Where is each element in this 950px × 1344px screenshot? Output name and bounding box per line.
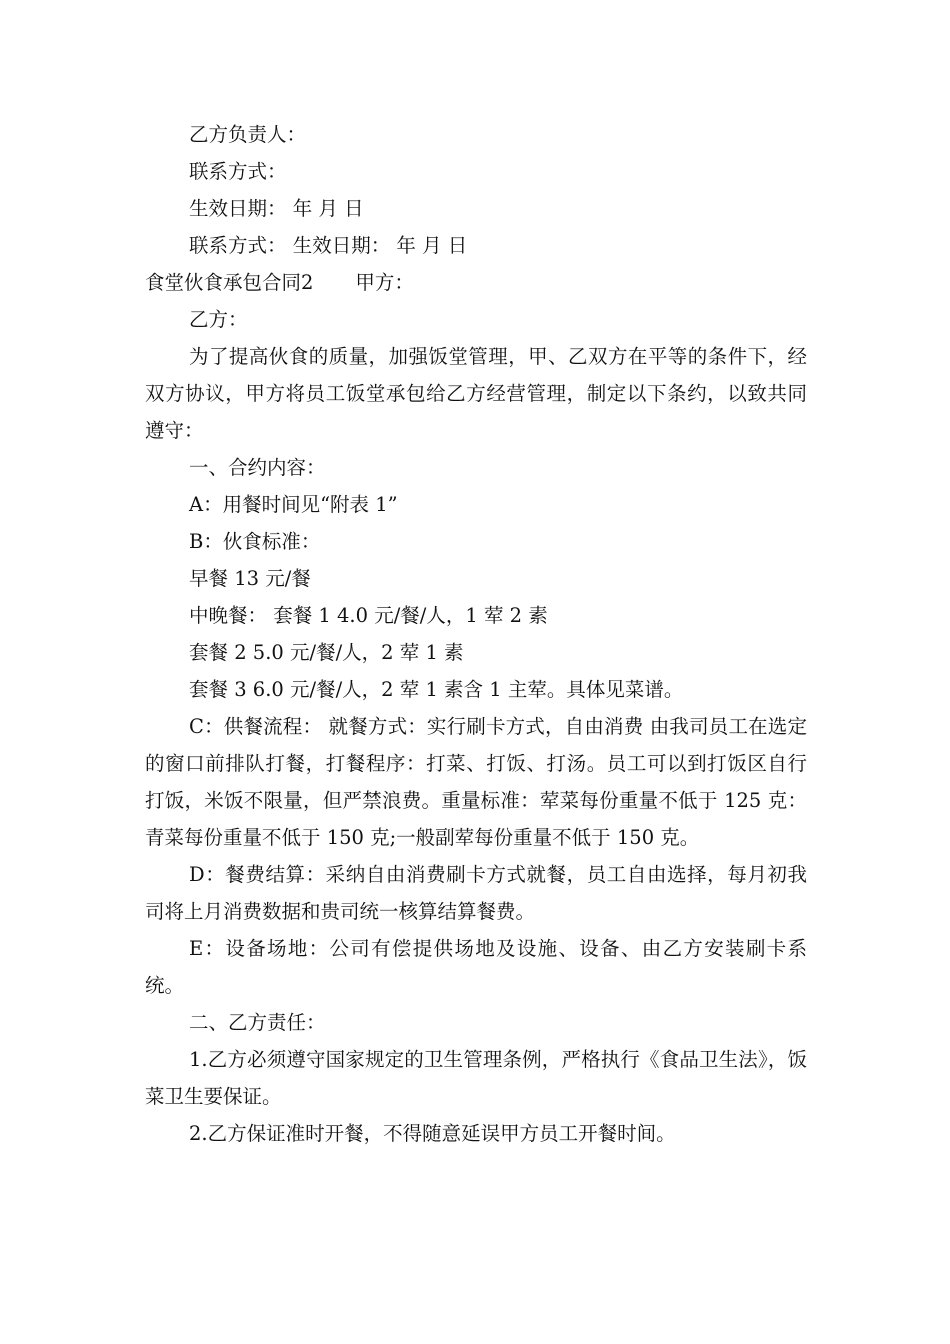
party-b-label: 乙方： <box>189 308 248 331</box>
set-2: 套餐 2 5.0 元/餐/人，2 荤 1 素 <box>189 641 464 664</box>
title-spacer <box>313 264 355 301</box>
effective-date-line: 生效日期： 年 月 日 <box>189 197 364 220</box>
contract-title-row <box>145 264 807 301</box>
duty-2: 2.乙方保证准时开餐，不得随意延误甲方员工开餐时间。 <box>189 1122 676 1145</box>
contract-title: 食堂伙食承包合同2 <box>145 271 314 294</box>
set-3: 套餐 3 6.0 元/餐/人，2 荤 1 素含 1 主荤。具体见菜谱。 <box>189 678 684 701</box>
contact-effective-date-line: 联系方式： 生效日期： 年 月 日 <box>189 234 468 257</box>
section-2-heading: 二、乙方责任： <box>189 1011 326 1034</box>
document-body <box>145 116 807 1152</box>
item-b-food-standard: B：伙食标准： <box>189 530 321 553</box>
contact-line: 联系方式： <box>189 160 287 183</box>
item-d-billing: D：餐费结算：采纳自由消费刷卡方式就餐，员工自由选择，每月初我司将上月消费数据和贵司统一核算结算餐费。 <box>145 863 807 923</box>
breakfast-price: 早餐 13 元/餐 <box>189 567 311 590</box>
section-1-heading: 一、合约内容： <box>189 456 326 479</box>
party-b-responsible-line: 乙方负责人： <box>189 123 307 146</box>
duty-1: 1.乙方必须遵守国家规定的卫生管理条例，严格执行《食品卫生法》，饭菜卫生要保证。 <box>145 1048 807 1108</box>
lunch-dinner-set-1: 中晚餐： 套餐 1 4.0 元/餐/人，1 荤 2 素 <box>189 604 548 627</box>
item-a-meal-times: A：用餐时间见“附表 1” <box>189 493 398 516</box>
item-c-serving-process: C：供餐流程： 就餐方式：实行刷卡方式，自由消费 由我司员工在选定的窗口前排队打餐，打餐程序：打菜、打饭、打汤。员工可以到打饭区自行打饭，米饭不限量，但严禁浪费。重量标准：荤菜每份重量不低于 125 克：青菜每份重量不低于 150 克;一般副荤每份重量不低于 150 克。 <box>145 715 807 849</box>
item-e-equipment: E：设备场地：公司有偿提供场地及设施、设备、由乙方安装刷卡系统。 <box>145 937 807 997</box>
intro-paragraph: 为了提高伙食的质量，加强饭堂管理，甲、乙双方在平等的条件下，经双方协议，甲方将员工饭堂承包给乙方经营管理，制定以下条约，以致共同遵守： <box>145 345 807 442</box>
party-a-label: 甲方： <box>355 271 414 294</box>
